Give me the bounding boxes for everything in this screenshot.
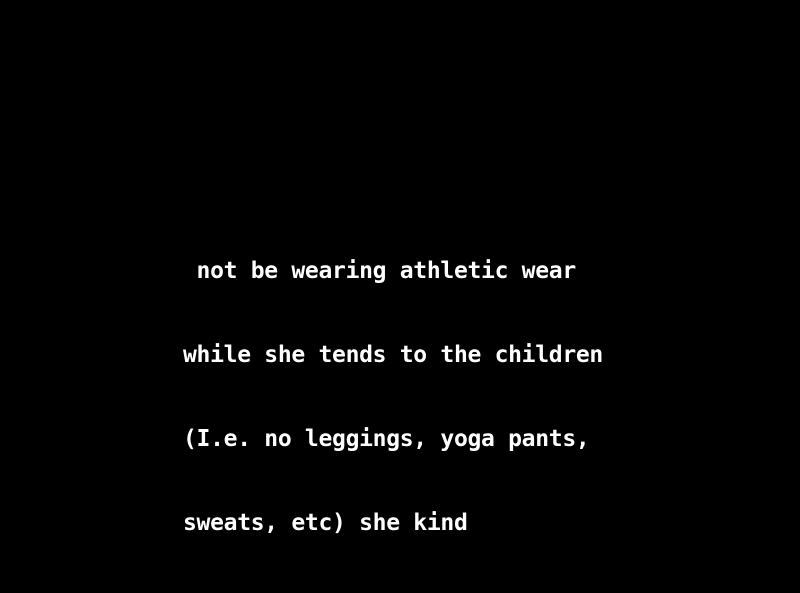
caption-line-1: not be wearing athletic wear — [183, 258, 576, 284]
caption-line-4: sweats, etc) she kind — [183, 510, 468, 536]
caption-line-3: (I.e. no leggings, yoga pants, — [183, 426, 590, 452]
subtitle-caption — [183, 201, 603, 593]
caption-line-2: while she tends to the children — [183, 342, 603, 368]
